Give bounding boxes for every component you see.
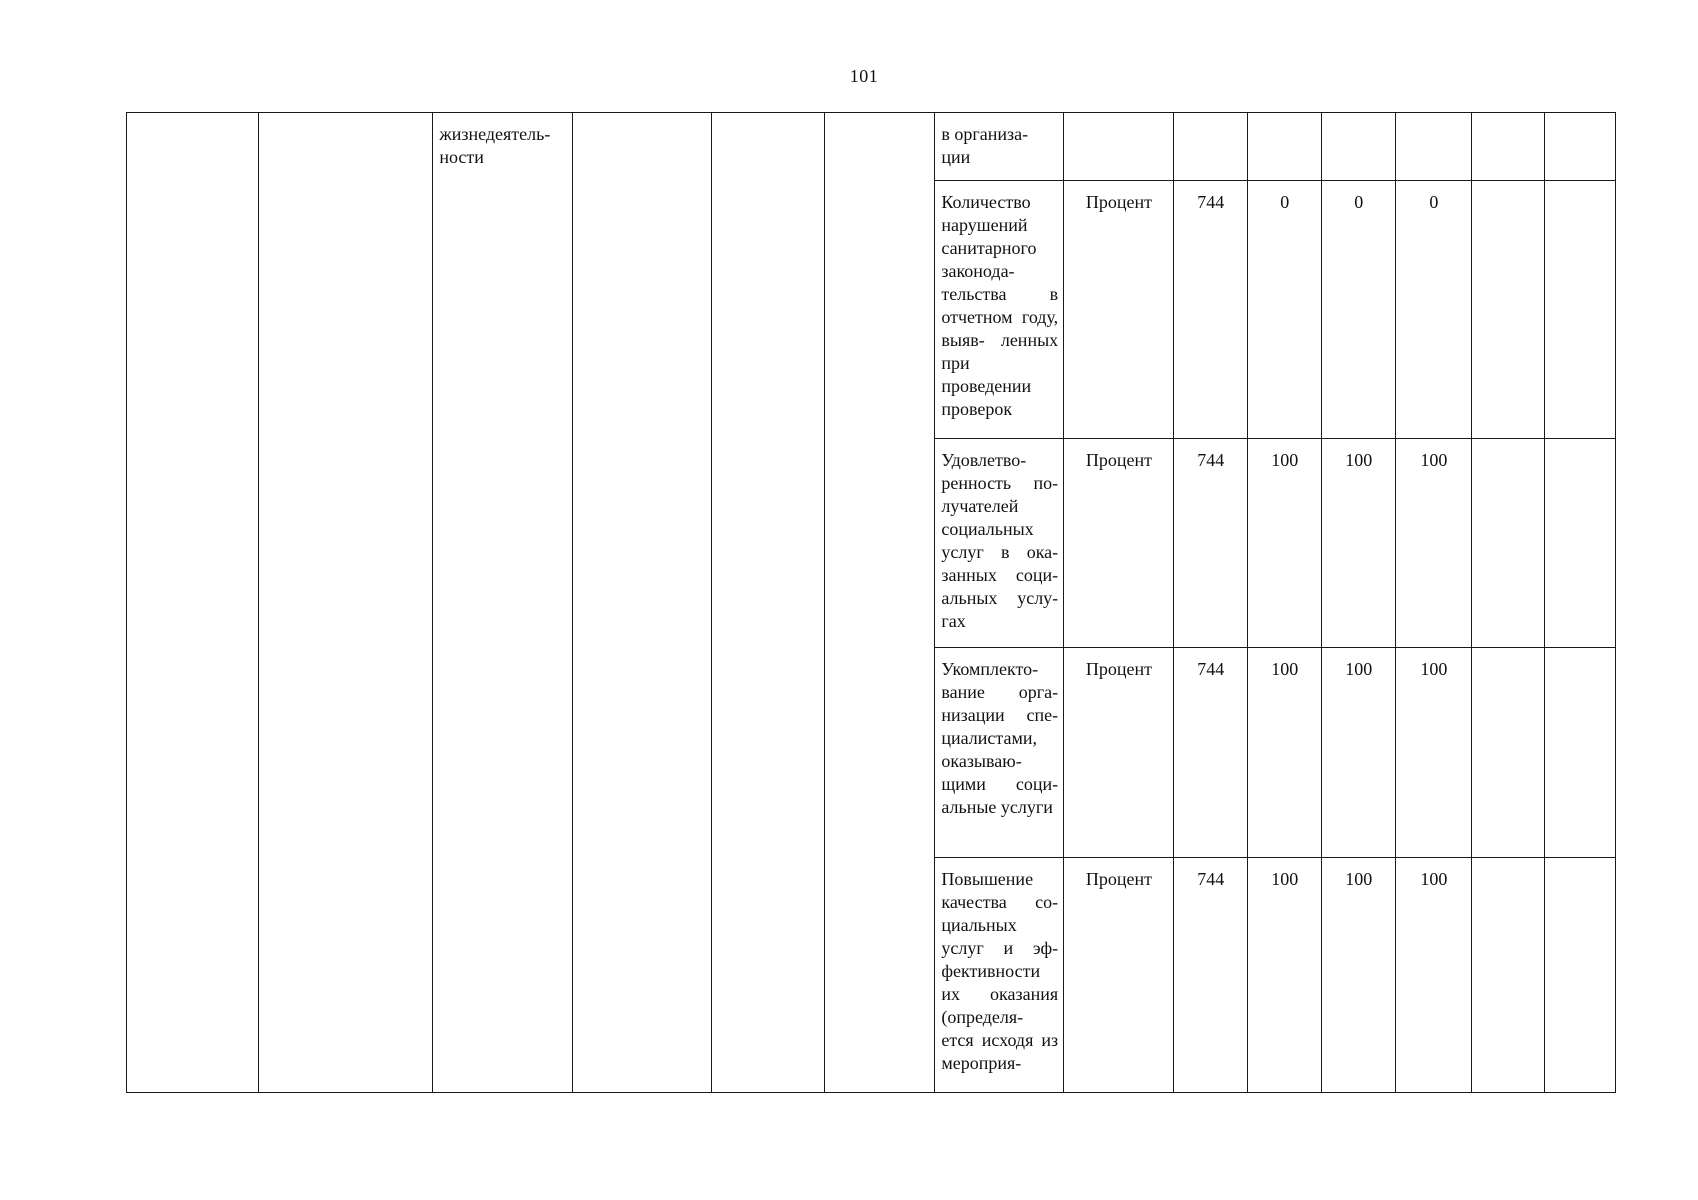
extra-cell-1 bbox=[712, 113, 825, 1093]
unit-cell: Процент bbox=[1064, 648, 1174, 858]
value-cell: 0 bbox=[1247, 181, 1321, 439]
deviation-cell bbox=[1471, 439, 1544, 648]
value-cell: 0 bbox=[1321, 181, 1395, 439]
unit-cell: Процент bbox=[1064, 439, 1174, 648]
value-cell bbox=[1321, 113, 1395, 181]
indicator-name-cell: Повышение качества со- циальных услуг и эф- фективности их оказания (определя- ется исходя из мероприя- bbox=[935, 858, 1064, 1093]
value-cell: 100 bbox=[1247, 648, 1321, 858]
deviation-cell bbox=[1544, 648, 1615, 858]
deviation-cell bbox=[1471, 648, 1544, 858]
deviation-cell bbox=[1544, 858, 1615, 1093]
code-cell: 744 bbox=[1173, 858, 1247, 1093]
deviation-cell bbox=[1471, 181, 1544, 439]
indicator-name-cell: Укомплекто- вание орга- низации спе- циалистами, оказываю- щими соци- альные услуги bbox=[935, 648, 1064, 858]
deviation-cell bbox=[1544, 181, 1615, 439]
indicator-name-cell: Удовлетво- ренность по- лучателей социальных услуг в ока- занных соци- альных услу- гах bbox=[935, 439, 1064, 648]
unit-cell: Процент bbox=[1064, 181, 1174, 439]
value-cell: 100 bbox=[1395, 439, 1471, 648]
value-cell: 100 bbox=[1395, 858, 1471, 1093]
value-cell: 100 bbox=[1321, 648, 1395, 858]
deviation-cell bbox=[1544, 439, 1615, 648]
unit-cell: Процент bbox=[1064, 858, 1174, 1093]
value-cell: 100 bbox=[1247, 858, 1321, 1093]
unit-cell bbox=[1064, 113, 1174, 181]
value-cell: 100 bbox=[1321, 858, 1395, 1093]
value-cell: 100 bbox=[1247, 439, 1321, 648]
value-cell bbox=[1247, 113, 1321, 181]
indicator-name-cell: в организа- ции bbox=[935, 113, 1064, 181]
service-content-cell bbox=[258, 113, 432, 1093]
table-row bbox=[127, 113, 1616, 181]
indicator-name-cell: Количество нарушений санитарного законода- тельства в отчетном году, выяв- ленных при проведении проверок bbox=[935, 181, 1064, 439]
service-name-cell bbox=[127, 113, 259, 1093]
value-cell: 0 bbox=[1395, 181, 1471, 439]
indicators-table bbox=[126, 112, 1616, 1093]
form-cell bbox=[573, 113, 712, 1093]
code-cell: 744 bbox=[1173, 439, 1247, 648]
code-cell: 744 bbox=[1173, 648, 1247, 858]
value-cell bbox=[1395, 113, 1471, 181]
deviation-cell bbox=[1471, 858, 1544, 1093]
deviation-cell bbox=[1544, 113, 1615, 181]
code-cell bbox=[1173, 113, 1247, 181]
condition-cell: жизнедеятель- ности bbox=[433, 113, 573, 1093]
deviation-cell bbox=[1471, 113, 1544, 181]
value-cell: 100 bbox=[1395, 648, 1471, 858]
value-cell: 100 bbox=[1321, 439, 1395, 648]
extra-cell-2 bbox=[824, 113, 935, 1093]
page-number: 101 bbox=[849, 66, 879, 86]
code-cell: 744 bbox=[1173, 181, 1247, 439]
